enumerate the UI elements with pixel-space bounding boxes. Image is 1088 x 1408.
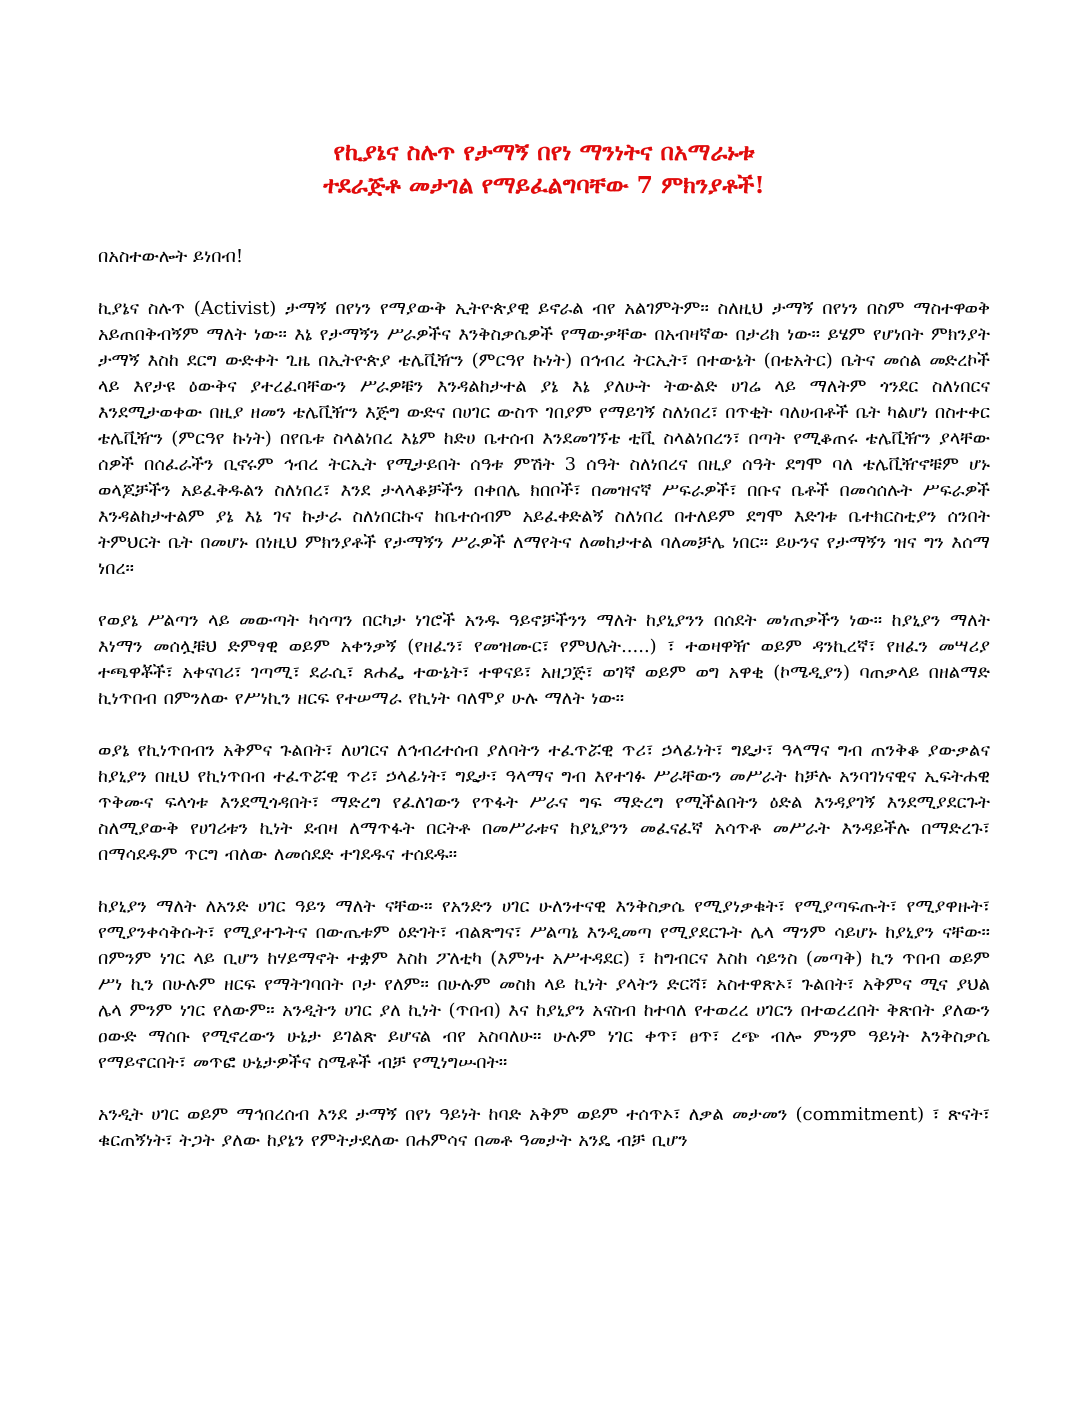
paragraph-4: ከያኒያን ማለት ለአንድ ሀገር ዓይን ማለት ናቸው፡፡ የአንድን ሀገር ሁለንተናዊ እንቅስቃሴ የሚያነቃቁት፣ የሚያጣፍጡት፣ የሚያዋዙት፣ የሚያንቀሳቅሱት፣ የሚያተጉትና በውጤቱም ዕድገት፣ ብልጽግና፣ ሥልጣኔ እንዲመጣ የሚያደርጉት ሌላ ማንም ሳይሆኑ ከያኒያን ናቸው፡፡ በምንም ነገር ላይ ቢሆን ከሃይማኖት ተቋም እስከ ፖለቲካ (እምነተ አሥተዳደር) ፣ ከግብርና እስከ ሳይንስ (መጣቅ) ኪን ጥበብ ወይም ሥነ ኪን በሁሉም ዘርፍ የማትገባበት ቦታ የለም፡፡ በሁሉም መስክ ላይ ኪነት ያላትን ድርሻ፣ አስተዋጽኦ፣ ጉልበት፣ አቅምና ሚና ያህል ሌላ ምንም ነገር የለውም፡፡ አንዲትን ሀገር ያለ ኪነት (ጥበብ) እና ከያኒያን አናስብ ከተባለ የተወረረ ሀገርን በተወረረበት ቅጽበት ያለውን ዐውድ ማሰቡ የሚኖረውን ሁኔታ ይገልጽ ይሆናል ብየ አስባለሁ፡፡ ሁሉም ነገር ቀጥ፣ ፀጥ፣ ረጭ ብሎ ምንም ዓይነት እንቅስቃሴ የማይኖርበት፣ መጥፎ ሁኔታዎችና ስሜቶች ብቻ የሚነግሡበት፡፡ <box>98 896 990 1073</box>
document-title <box>98 136 990 202</box>
paragraph-1: ኪያኔና ስሉጥ (Activist) ታማኝ በየነን የማያውቅ ኢትዮጵያዊ ይኖራል ብየ አልገምትም፡፡ ስለዚህ ታማኝ በየነን በስም ማስተዋወቅ አይጠበቅብኝም ማለት ነው፡፡ እኔ የታማኝን ሥራዎችና እንቅስቃሴዎች የማውቃቸው በአብዛኛው በታሪክ ነው፡፡ ይሄም የሆነበት ምክንያት ታማኝ እስከ ደርግ ውድቀት ጊዜ በኢትዮጵያ ቴሌቪዥን (ምርዓየ ኩነት) በኅብረ ትርኢት፣ በተውኔት (በቴአትር) ቤትና መሰል መድረኮች ላይ እየታዩ ዕውቅና ያተረፈባቸውን ሥራዎቹን እንዳልከታተል ያኔ እኔ ያለሁት ትውልድ ሀገሬ ላይ ማለትም ጎንደር ስለነበርና እንደሚታወቀው በዚያ ዘመን ቴሌቪዥን እጅግ ውድና በሀገር ውስጥ ገበያም የማይገኝ ስለነበረ፣ በጥቂት ባለሀብቶች ቤት ካልሆነ በስተቀር ቴሌቪዥን (ምርዓየ ኩነት) በየቤቱ ስላልነበረ እኔም ከድሀ ቤተሰብ እንደመገኘቴ ቲቪ ስላልነበረን፣ በጣት የሚቆጠሩ ቴሌቪዥን ያላቸው ሰዎች በሰፈራችን ቢኖሩም ኅብረ ትርኢት የሚታይበት ሰዓቱ ምሽት 3 ሰዓት ስለነበረና በዚያ ሰዓት ደግሞ ባለ ቴሌቪዥኖቹም ሆኑ ወላጆቻችን አይፈቅዱልን ስለነበረ፣ እንደ ታላላቆቻችን በቀበሌ ክበቦች፣ በመዝናኛ ሥፍራዎች፣ በቡና ቤቶች በመሳሰሉት ሥፍራዎች እንዳልከታተልም ያኔ እኔ ገና ኩታራ ስለነበርኩና ከቤተሰብም አይፈቀድልኝ ስለነበረ በተለይም ደግሞ እድገቱ ቤተክርስቲያን ሰንበት ትምህርት ቤት በመሆኑ በነዚህ ምክንያቶች የታማኝን ሥራዎች ለማየትና ለመከታተል ባለመቻሌ ነበር፡፡ ይሁንና የታማኝን ዝና ግን እሰማ ነበረ፡፡ <box>98 298 990 579</box>
title-line-2: ተደራጅቶ መታገል የማይፈልግባቸው 7 ምክንያቶች! <box>323 171 765 199</box>
greeting-line: በአስተውሎት ይነበብ! <box>98 246 244 267</box>
paragraph-5: አንዲት ሀገር ወይም ማኅበረሰብ እንደ ታማኝ በየነ ዓይነት ከባድ አቅም ወይም ተሰጥኦ፣ ለቃል መታመን (commitment) ፣ ጽናት፣ ቁርጠኝነት፣ ትጋት ያለው ከያኔን የምትታደለው በሐምሳና በመቶ ዓመታት አንዴ ብቻ ቢሆን <box>98 1104 990 1151</box>
paragraph-2: የወያኔ ሥልጣን ላይ መውጣት ካሳጣን በርካታ ነገሮች አንዱ ዓይኖቻችንን ማለት ከያኒያንን በሰደት መነጠቃችን ነው፡፡ ከያኒያን ማለት እነማን መሰሏቹህ ድምፃዊ ወይም አቀንቃኝ (የዘፈን፣ የመዝሙር፣ የምህሌት.....) ፣ ተወዛዋዥ ወይም ዳንኪረኛ፣ የዘፈን መሣሪያ ተጫዋቾች፣ አቀናባሪ፣ ገጣሚ፣ ደራሲ፣ ጸሐፌ ተውኔት፣ ተዋናይ፣ አዘጋጅ፣ ወገኛ ወይም ወግ አዋቂ (ኮሜዲያን) ባጠቃላይ በዘልማድ ኪነጥበብ በምንለው የሥነኪን ዘርፍ የተሠማራ የኪነት ባለሞያ ሁሉ ማለት ነው፡፡ <box>98 610 990 709</box>
paragraph-3: ወያኔ የኪነጥበብን አቅምና ጉልበት፣ ለሀገርና ለኅብረተሰብ ያለባትን ተፈጥሯዊ ጥሪ፣ ኃላፊነት፣ ግዴታ፣ ዓላማና ግብ ጠንቅቆ ያውቃልና ከያኒያን በዚህ የኪነጥበብ ተፈጥሯዊ ጥሪ፣ ኃላፊነት፣ ግዴታ፣ ዓላማና ግብ እየተገፉ ሥራቸውን መሥራት ከቻሉ አንባገነናዊና ኢፍትሐዊ ጥቅሙና ፍላጎቱ እንደሚጎዳበት፣ ማድረግ የፈለገውን የጥፋት ሥራና ግፍ ማድረግ የሚችልበትን ዕድል እንዳያገኝ እንደሚያደርጉት ስለሚያውቅ የሀገሪቱን ኪነት ደብዛ ለማጥፋት በርትቶ በመሥራቱና ከያኒያንን መፈናፈኛ አሳጥቶ መሥራት እንዳይችሉ በማድረጉ፣ በማሳደዱም ጥርግ ብለው ለመሰደድ ተገደዱና ተሰደዱ፡፡ <box>98 740 990 865</box>
title-line-1: የኪያኔና ስሉጥ የታማኝ በየነ ማንነትና በአማራኑቱ <box>333 138 755 166</box>
